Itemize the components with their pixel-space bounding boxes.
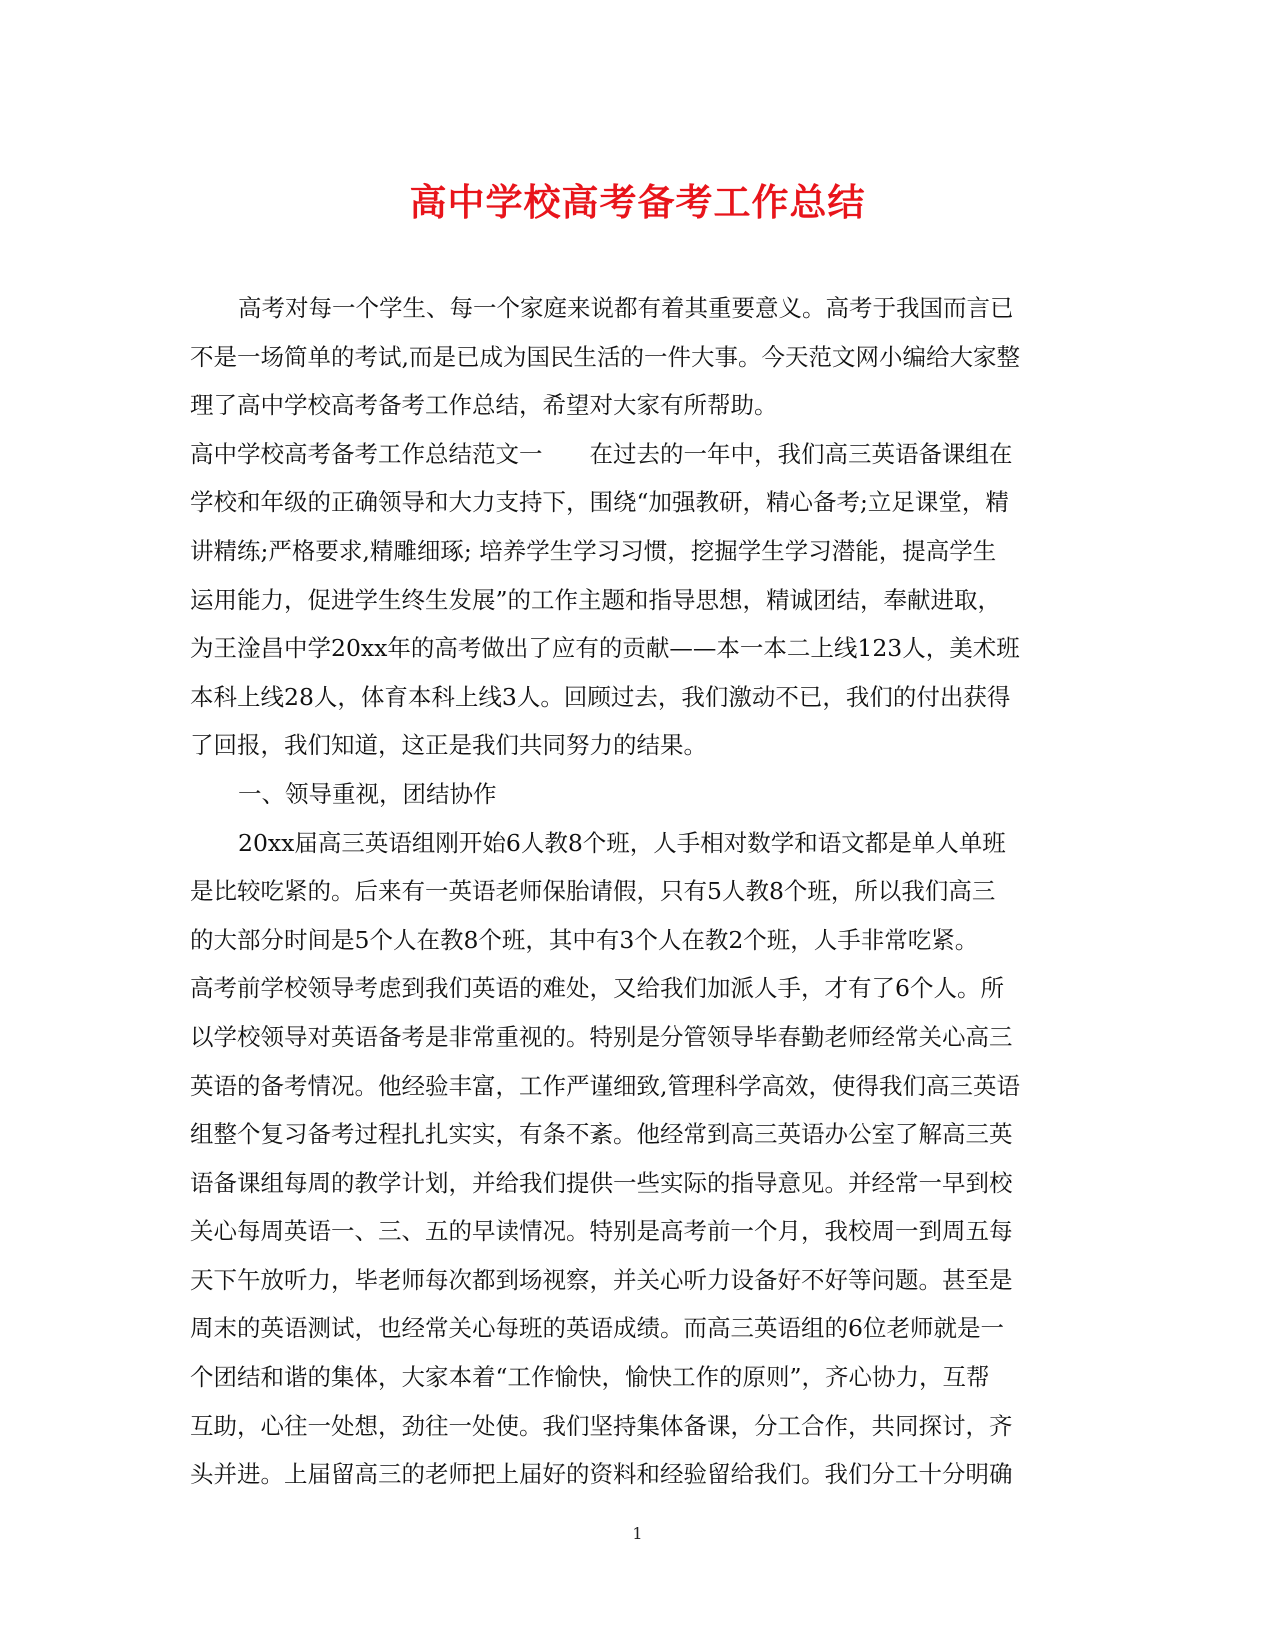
document-body	[190, 284, 1080, 1499]
text-line: 周末的英语测试，也经常关心每班的英语成绩。而高三英语组的6位老师就是一	[190, 1314, 1004, 1343]
text-line: 了回报，我们知道，这正是我们共同努力的结果。	[190, 731, 707, 760]
text-line: 以学校领导对英语备考是非常重视的。特别是分管领导毕春勤老师经常关心高三	[190, 1022, 1013, 1051]
text-line: 高考前学校领导考虑到我们英语的难处，又给我们加派人手，才有了6个人。所	[190, 974, 1004, 1003]
text-line: 组整个复习备考过程扎扎实实，有条不紊。他经常到高三英语办公室了解高三英	[190, 1120, 1013, 1149]
text-line: 学校和年级的正确领导和大力支持下，围绕“加强教研，精心备考;立足课堂，精	[190, 488, 1009, 517]
text-line: 语备课组每周的教学计划，并给我们提供一些实际的指导意见。并经常一早到校	[190, 1168, 1013, 1197]
text-line: 英语的备考情况。他经验丰富，工作严谨细致,管理科学高效，使得我们高三英语	[190, 1071, 1020, 1100]
text-line: 讲精练;严格要求,精雕细琢; 培养学生学习习惯，挖掘学生学习潜能，提高学生	[190, 536, 997, 565]
text-line: 一、领导重视，团结协作	[238, 779, 497, 808]
text-line: 互助，心往一处想，劲往一处使。我们坚持集体备课，分工合作，共同探讨，齐	[190, 1411, 1013, 1440]
text-line: 关心每周英语一、三、五的早读情况。特别是高考前一个月，我校周一到周五每	[190, 1217, 1013, 1246]
text-line: 20xx届高三英语组刚开始6人教8个班，人手相对数学和语文都是单人单班	[238, 828, 1006, 857]
text-line: 运用能力，促进学生终生发展”的工作主题和指导思想，精诚团结，奉献进取，	[190, 585, 1002, 614]
page-number: 1	[632, 1524, 643, 1543]
text-line: 的大部分时间是5个人在教8个班，其中有3个人在教2个班，人手非常吃紧。	[190, 925, 979, 954]
text-line: 本科上线28人，体育本科上线3人。回顾过去，我们激动不已，我们的付出获得	[190, 682, 1011, 711]
text-line: 天下午放听力，毕老师每次都到场视察，并关心听力设备好不好等问题。甚至是	[190, 1265, 1013, 1294]
text-line: 头并进。上届留高三的老师把上届好的资料和经验留给我们。我们分工十分明确	[190, 1460, 1013, 1489]
text-line: 理了高中学校高考备考工作总结，希望对大家有所帮助。	[190, 391, 778, 420]
text-line: 个团结和谐的集体，大家本着“工作愉快，愉快工作的原则”，齐心协力，互帮	[190, 1363, 990, 1392]
text-line: 为王淦昌中学20xx年的高考做出了应有的贡献——本一本二上线123人，美术班	[190, 634, 1020, 663]
document-title: 高中学校高考备考工作总结	[409, 180, 866, 224]
text-line: 是比较吃紧的。后来有一英语老师保胎请假，只有5人教8个班，所以我们高三	[190, 877, 996, 906]
text-line: 不是一场简单的考试,而是已成为国民生活的一件大事。今天范文网小编给大家整	[190, 342, 1020, 371]
text-line: 高中学校高考备考工作总结范文一 在过去的一年中，我们高三英语备课组在	[190, 439, 1013, 468]
text-line: 高考对每一个学生、每一个家庭来说都有着其重要意义。高考于我国而言已	[238, 294, 1014, 322]
